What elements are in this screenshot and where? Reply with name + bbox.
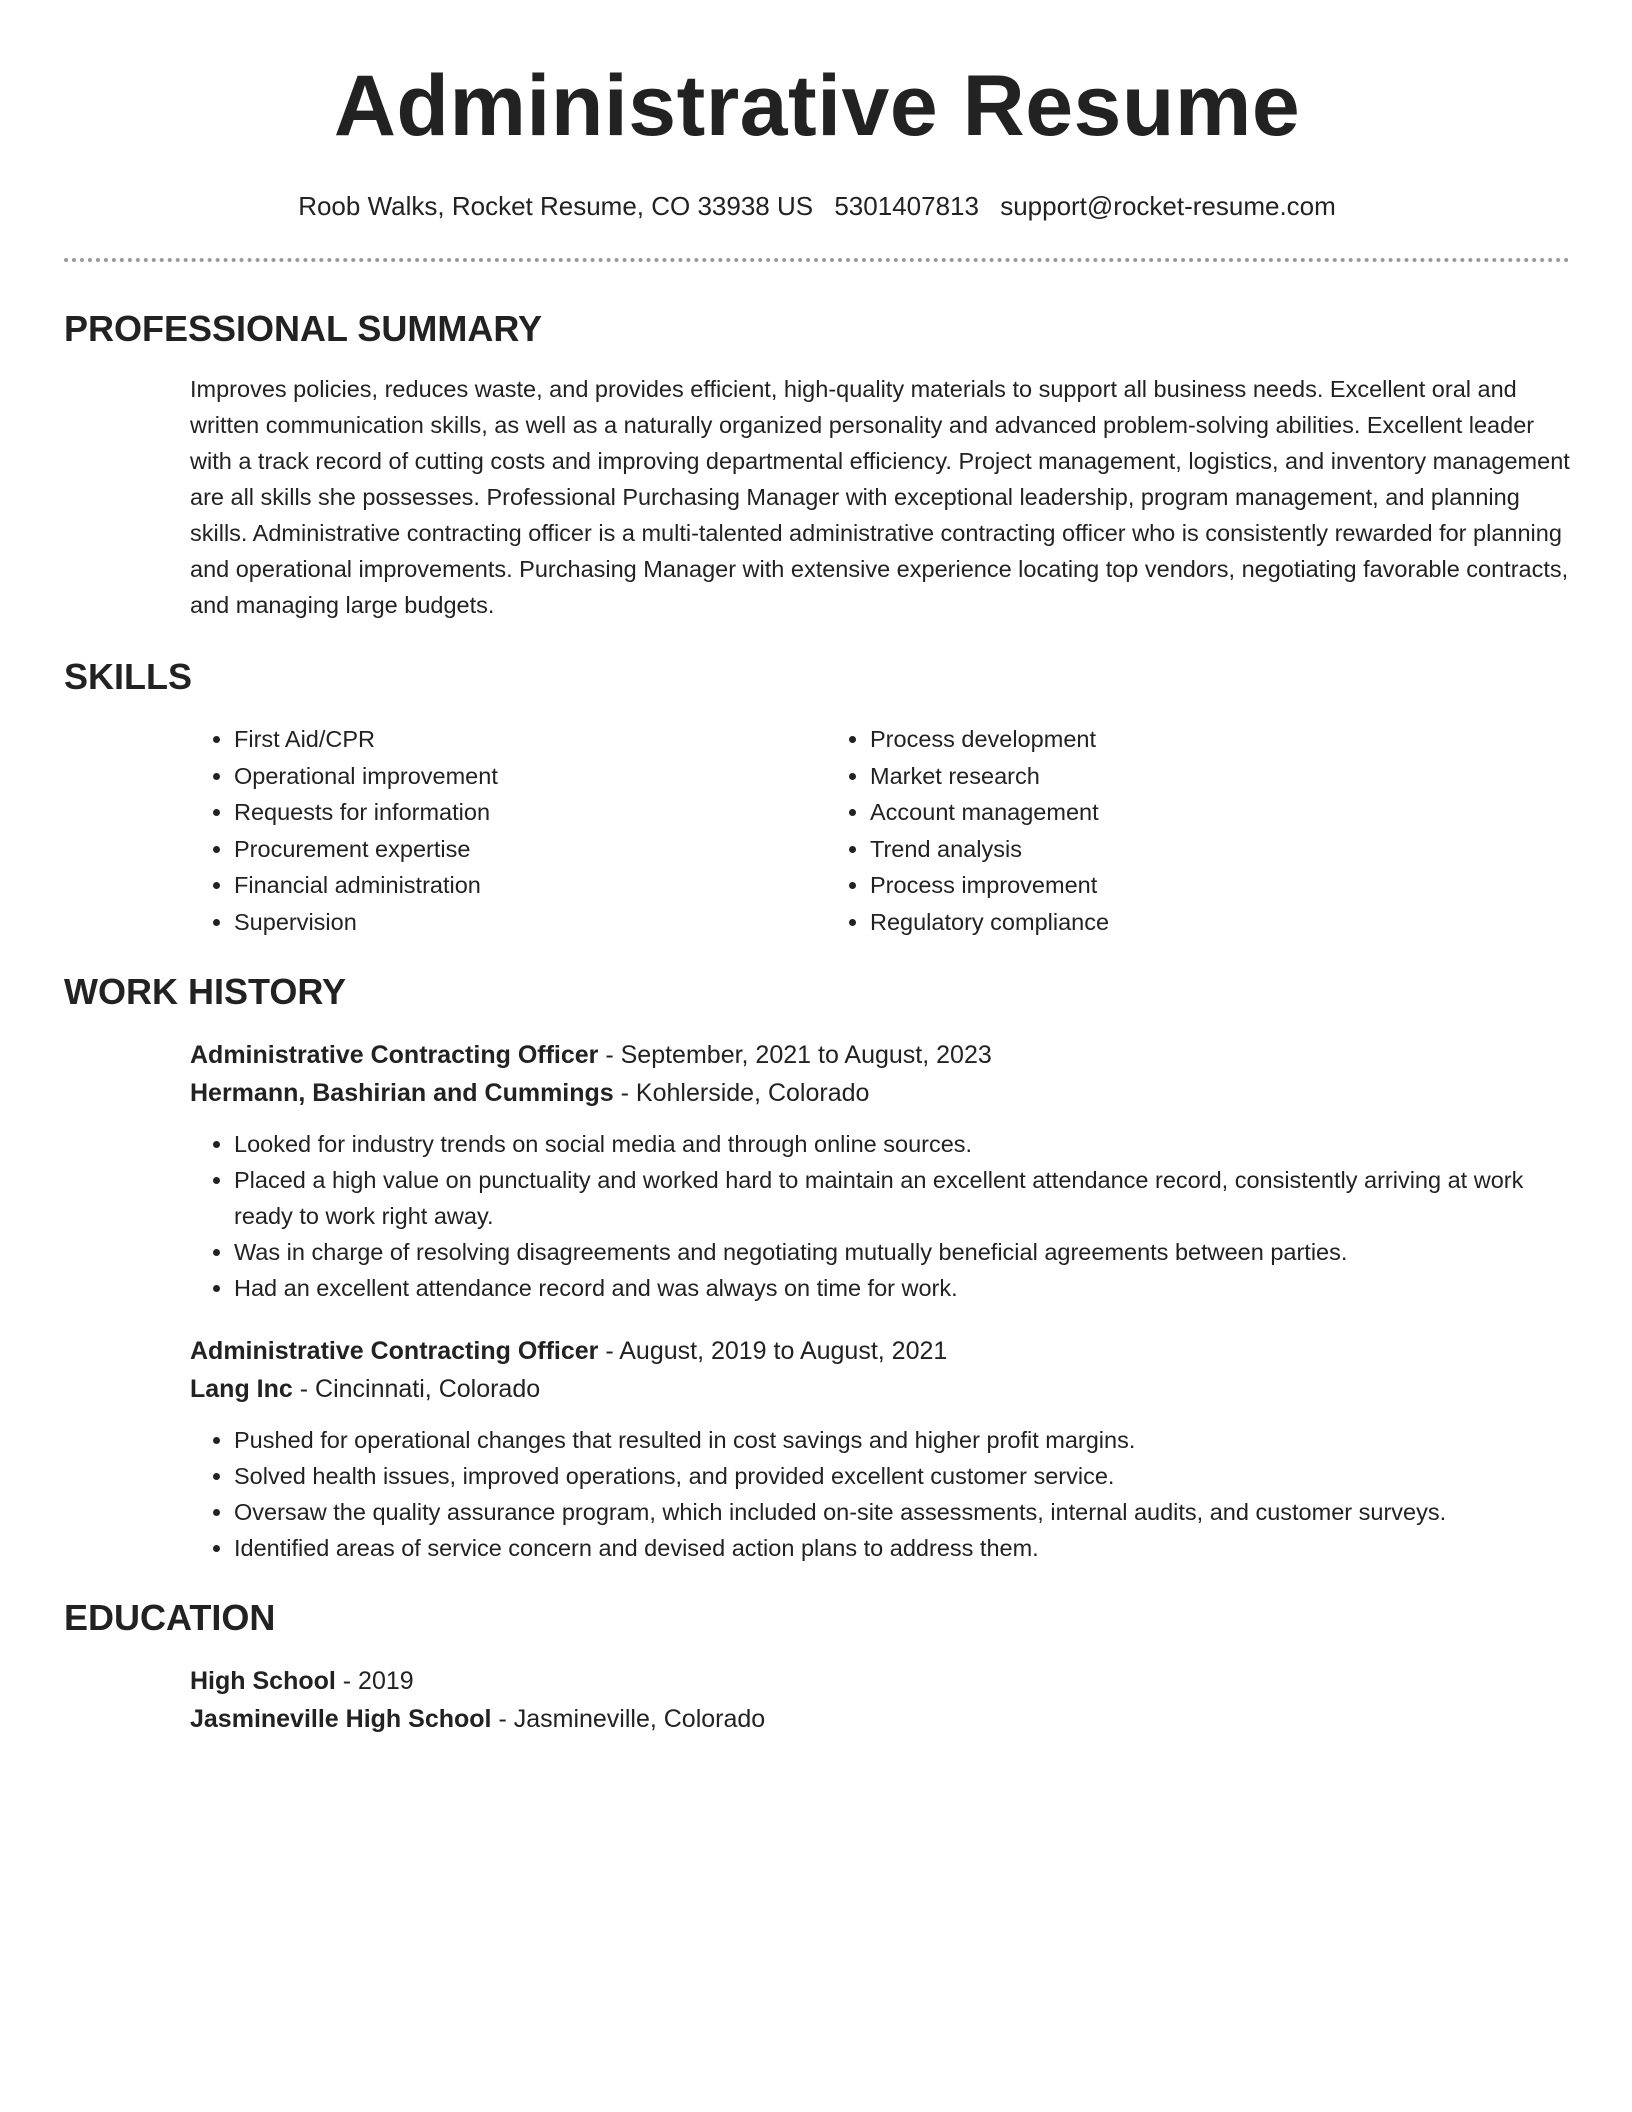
skill-item: • Process development <box>870 721 1466 758</box>
skills-right-column <box>826 721 1466 940</box>
skill-item: • Trend analysis <box>870 831 1466 868</box>
education-school-line <box>190 1700 1570 1738</box>
skill-item: • First Aid/CPR <box>234 721 826 758</box>
resume-header <box>64 0 1570 262</box>
skills-heading: SKILLS <box>64 656 193 697</box>
skill-item: • Supervision <box>234 904 826 941</box>
skill-item: • Procurement expertise <box>234 831 826 868</box>
header-divider <box>64 258 1570 262</box>
education-year: - 2019 <box>342 1667 414 1695</box>
skill-item: • Operational improvement <box>234 758 826 795</box>
summary-section <box>64 307 1570 623</box>
job-entry <box>64 1332 1570 1566</box>
education-degree-line <box>190 1662 1570 1700</box>
job-dates: - September, 2021 to August, 2023 <box>605 1041 992 1069</box>
job-company-line <box>190 1370 1570 1408</box>
job-bullet: • Solved health issues, improved operations, and provided excellent customer service. <box>234 1458 1570 1494</box>
job-title-line <box>190 1332 1570 1370</box>
job-entry <box>64 1036 1570 1306</box>
skill-item: • Requests for information <box>234 794 826 831</box>
education-degree: High School <box>190 1667 336 1695</box>
skill-item: • Financial administration <box>234 867 826 904</box>
education-section <box>64 1596 1570 1738</box>
summary-heading: PROFESSIONAL SUMMARY <box>64 308 543 349</box>
contact-line <box>64 190 1570 222</box>
job-bullet: • Identified areas of service concern and devised action plans to address them. <box>234 1530 1570 1566</box>
work-history-section <box>64 970 1570 1566</box>
job-bullet: • Was in charge of resolving disagreements and negotiating mutually beneficial agreements between parties. <box>234 1234 1570 1270</box>
contact-phone: 5301407813 <box>834 191 979 221</box>
skills-section <box>64 655 1570 940</box>
education-location: - Jasmineville, Colorado <box>498 1705 766 1733</box>
skill-item: • Regulatory compliance <box>870 904 1466 941</box>
job-location: - Kohlerside, Colorado <box>620 1079 870 1107</box>
education-entry <box>64 1662 1570 1738</box>
job-bullet: • Placed a high value on punctuality and worked hard to maintain an excellent attendance record, consistently arriving at work ready to work right away. <box>234 1162 1570 1234</box>
contact-address: Roob Walks, Rocket Resume, CO 33938 US <box>298 191 814 221</box>
work-history-heading: WORK HISTORY <box>64 971 347 1012</box>
job-bullet: • Pushed for operational changes that resulted in cost savings and higher profit margins. <box>234 1422 1570 1458</box>
job-title: Administrative Contracting Officer <box>190 1041 599 1069</box>
summary-text: Improves policies, reduces waste, and provides efficient, high-quality materials to support all business needs. Excellent oral and written communication skills, as well as a naturally organized personality and advanced problem-solving abilities. Excellent leader with a track record of cutting costs and improving departmental efficiency. Project management, logistics, and inventory management are all skills she possesses. Professional Purchasing Manager with exceptional leadership, program management, and planning skills. Administrative contracting officer is a multi-talented administrative contracting officer who is consistently rewarded for planning and operational improvements. Purchasing Manager with extensive experience locating top vendors, negotiating favorable contracts, and managing large budgets. <box>190 376 1570 618</box>
job-title-line <box>190 1036 1570 1074</box>
job-bullets <box>190 1126 1570 1306</box>
job-dates: - August, 2019 to August, 2021 <box>605 1337 948 1365</box>
education-heading: EDUCATION <box>64 1597 276 1638</box>
skills-grid <box>64 721 1570 940</box>
contact-email: support@rocket-resume.com <box>1000 191 1336 221</box>
resume-title: Administrative Resume <box>333 58 1301 154</box>
skill-item: • Market research <box>870 758 1466 795</box>
job-bullets <box>190 1422 1570 1566</box>
job-title: Administrative Contracting Officer <box>190 1337 599 1365</box>
job-bullet: • Oversaw the quality assurance program, which included on-site assessments, internal audits, and customer surveys. <box>234 1494 1570 1530</box>
job-bullet: • Looked for industry trends on social media and through online sources. <box>234 1126 1570 1162</box>
job-bullet: • Had an excellent attendance record and was always on time for work. <box>234 1270 1570 1306</box>
job-company: Lang Inc <box>190 1375 293 1403</box>
job-company: Hermann, Bashirian and Cummings <box>190 1079 614 1107</box>
skill-item: • Process improvement <box>870 867 1466 904</box>
job-location: - Cincinnati, Colorado <box>299 1375 541 1403</box>
job-company-line <box>190 1074 1570 1112</box>
education-school: Jasmineville High School <box>190 1705 492 1733</box>
skills-left-column <box>190 721 826 940</box>
skill-item: • Account management <box>870 794 1466 831</box>
